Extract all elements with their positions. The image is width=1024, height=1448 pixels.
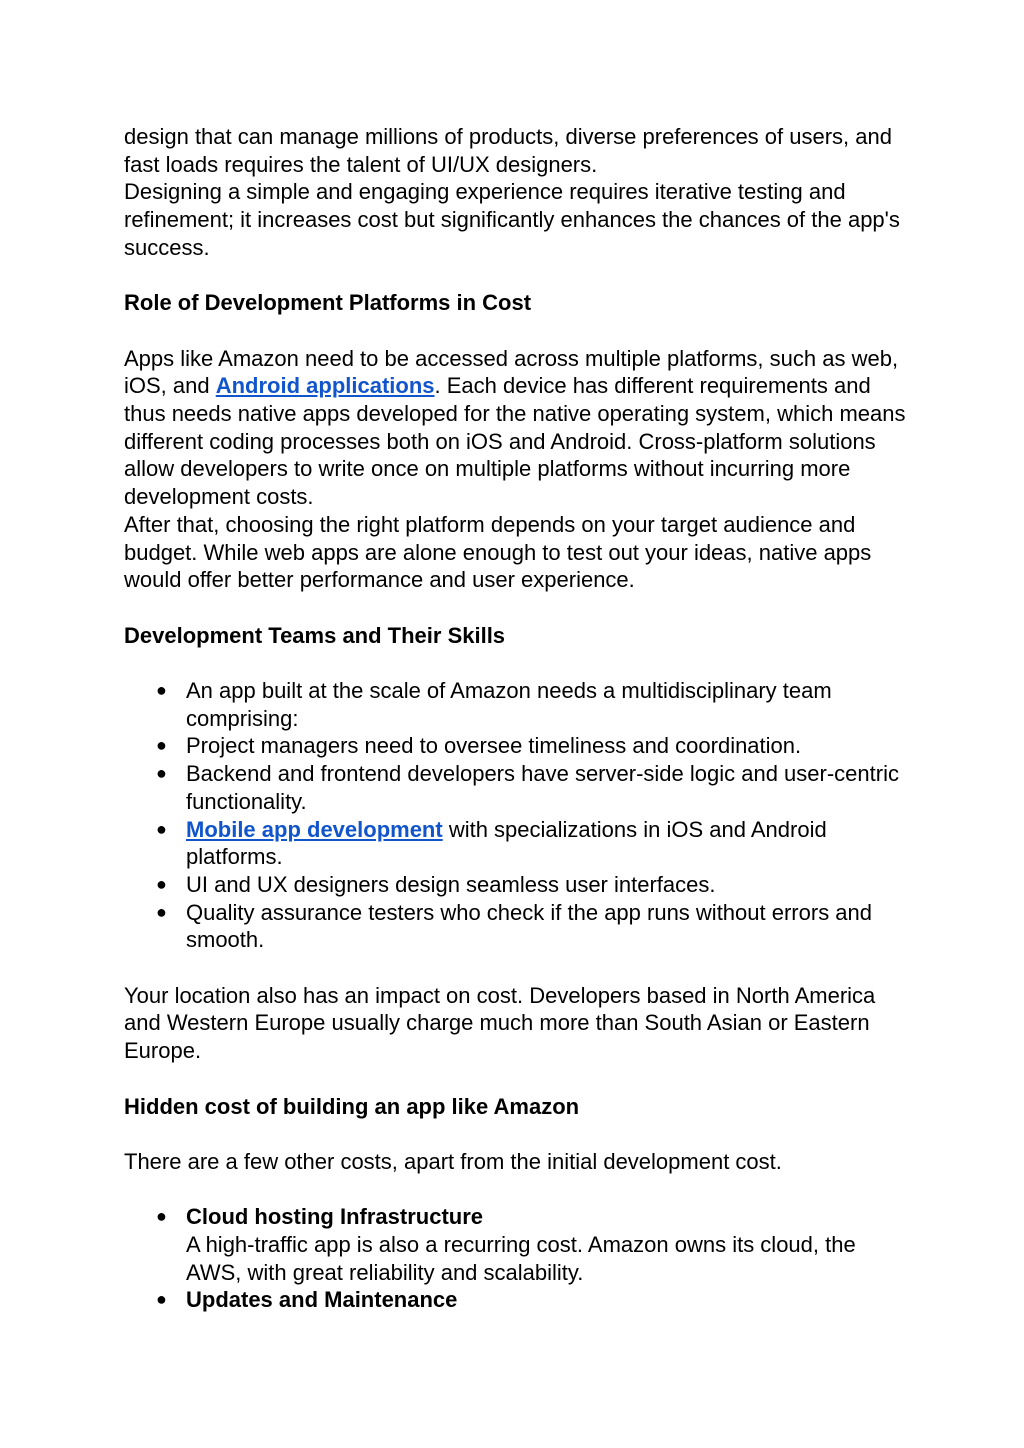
list-item: [156, 732, 914, 760]
mobile-app-development-link[interactable]: Mobile app development: [186, 816, 443, 842]
list-item-text: A high-traffic app is also a recurring cost. Amazon owns its cloud, the AWS, with great reliability and scalability.: [186, 1232, 856, 1285]
platforms-heading: Role of Development Platforms in Cost: [124, 290, 532, 316]
platforms-paragraph: [124, 345, 914, 594]
hidden-cost-intro: There are a few other costs, apart from the initial development cost.: [124, 1148, 782, 1174]
teams-list: [124, 677, 914, 954]
list-item: [156, 899, 914, 954]
bullet-icon: ●: [156, 818, 167, 839]
list-item: [156, 1203, 914, 1286]
list-item: [156, 816, 914, 871]
bullet-icon: ●: [156, 1289, 167, 1310]
list-item-title: Cloud hosting Infrastructure: [186, 1204, 483, 1230]
platforms-paragraph-2: After that, choosing the right platform depends on your target audience and budget. While web apps are alone enough to test out your ideas, native apps would offer better performance and user experience.: [124, 511, 872, 593]
list-item-text: Project managers need to oversee timeliness and coordination.: [186, 733, 802, 759]
list-item: [156, 871, 914, 899]
hidden-cost-list: [124, 1203, 914, 1314]
list-item-text: Quality assurance testers who check if the app runs without errors and smooth.: [186, 899, 873, 953]
bullet-icon: ●: [156, 680, 167, 700]
platforms-text-after: . Each device has different requirements and thus needs native apps developed for the native operating system, which means different coding processes both on iOS and Android. Cross-platform solutions allow developers to write once on multiple platforms without incurring more development costs.: [124, 373, 906, 510]
bullet-icon: ●: [156, 873, 167, 894]
list-item-text: with specializations in iOS and Android platforms.: [186, 816, 827, 870]
list-item: [156, 677, 914, 732]
location-paragraph: Your location also has an impact on cost. Developers based in North America and Western Europe usually charge much more than South Asian or Eastern Europe.: [124, 982, 876, 1064]
list-item: [156, 760, 914, 815]
intro-line-2: Designing a simple and engaging experience requires iterative testing and refinement; it increases cost but significantly enhances the chances of the app's success.: [124, 179, 900, 260]
document-page: [124, 123, 914, 1314]
list-item-text: UI and UX designers design seamless user interfaces.: [186, 871, 716, 897]
intro-line-1: design that can manage millions of products, diverse preferences of users, and fast loads requires the talent of UI/UX designers.: [124, 124, 892, 177]
platforms-text-before: Apps like Amazon need to be accessed across multiple platforms, such as web, iOS, and: [124, 345, 899, 399]
list-item: [156, 1286, 914, 1314]
list-item-text: An app built at the scale of Amazon needs a multidisciplinary team comprising:: [186, 678, 832, 731]
hidden-cost-heading: Hidden cost of building an app like Amazon: [124, 1093, 580, 1119]
teams-heading: Development Teams and Their Skills: [124, 622, 506, 648]
android-applications-link[interactable]: Android applications: [215, 373, 435, 399]
bullet-icon: ●: [156, 763, 167, 784]
bullet-icon: ●: [156, 1206, 167, 1227]
list-item-title: Updates and Maintenance: [186, 1287, 458, 1313]
intro-paragraph: [124, 123, 914, 262]
bullet-icon: ●: [156, 901, 167, 922]
list-item-text: Backend and frontend developers have server-side logic and user-centric functionality.: [186, 761, 899, 814]
bullet-icon: ●: [156, 735, 167, 756]
